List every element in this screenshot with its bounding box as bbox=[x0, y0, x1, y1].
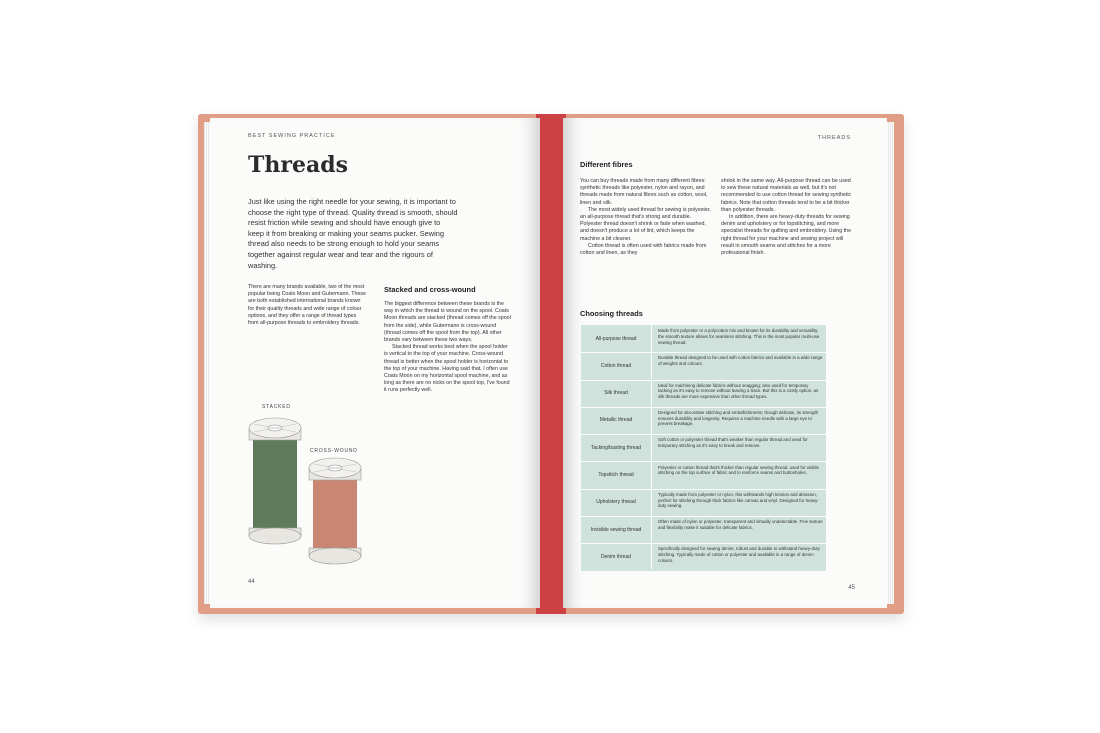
book-spine bbox=[536, 114, 566, 614]
table-row bbox=[581, 543, 826, 570]
row-label: Denim thread bbox=[581, 543, 652, 570]
row-label: Metallic thread bbox=[581, 407, 652, 434]
intro-paragraph: Just like using the right needle for your sewing, it is important to choose the right type of thread. Quality thread is smooth, should resist friction while sewing and should have enough give to keep it from breaking or making your seams pucker. Sewing thread also needs to be strong enough to hold your seams together against regular wear and tear and the rigours of washing. bbox=[248, 197, 458, 270]
page-number: 44 bbox=[248, 579, 255, 585]
crosswound-spool-icon bbox=[309, 458, 361, 564]
table-row bbox=[581, 352, 826, 380]
crosswound-label: CROSS-WOUND bbox=[310, 448, 358, 454]
table-row bbox=[581, 407, 826, 435]
row-description: Soft cotton or polyester thread that's weaker than regular thread and used for temporary stitching as it's easy to break and remove. bbox=[658, 437, 808, 448]
page-title: Threads bbox=[248, 152, 348, 178]
row-description: Polyester or cotton thread that's thicker than regular sewing thread, used for visible stitching on the top surface of fabric and to reinforce seams and buttonholes. bbox=[658, 464, 819, 476]
row-label: Tacking/basting thread bbox=[581, 434, 652, 461]
row-description: Durable thread designed to be used with cotton fabrics and available in a wide range of weights and colours. bbox=[658, 355, 823, 367]
row-label: Cotton thread bbox=[581, 352, 652, 379]
fibres-heading: Different fibres bbox=[580, 160, 633, 169]
table-row bbox=[581, 516, 826, 544]
row-description: Designed for decorative stitching and embellishments; though delicate, its strength ensures durability and longevity. Requires a machine needle with a large eye to prevent breakage. bbox=[658, 409, 819, 427]
running-head: THREADS bbox=[817, 135, 851, 141]
row-label: Upholstery thread bbox=[581, 489, 652, 516]
row-description: Ideal for machining delicate fabrics without snagging; also used for temporary tacking as it's easy to remove without leaving a trace. But this is a costly option, as silk threads are more expensive than other thread types. bbox=[658, 382, 819, 400]
row-label: Invisible sewing thread bbox=[581, 516, 652, 543]
left-page bbox=[210, 118, 540, 608]
fibres-column-2 bbox=[721, 178, 853, 257]
section-body bbox=[384, 301, 511, 395]
choosing-threads-table bbox=[581, 325, 826, 571]
right-page bbox=[563, 118, 887, 608]
fibres-paragraph: You can buy threads made from many different fibres: synthetic threads like polyester, nylon and rayon, and threads made from natural fibres such as cotton, wool, linen and silk. bbox=[580, 178, 708, 206]
sidebar-note: There are many brands available, two of the most popular being Coats Moon and Gutermann. These are both established international brands known for their quality threads and wide range of colour options, and they offer a range of thread types from all-purpose threads to embroidery threads. bbox=[248, 284, 366, 327]
section-paragraph: Stacked thread works best when the spool holder is vertical to the top of your machine. Cross-wound thread is better when the spool holder is horizontal to the top of your machine. Having said that, I often use Coats Moon on my horizontal spool machine, and as long as there are no nicks on the spool top, I've found it runs perfectly well. bbox=[384, 344, 510, 394]
stacked-label: STACKED bbox=[262, 404, 291, 410]
stacked-spool-icon bbox=[249, 418, 301, 544]
fibres-paragraph: In addition, there are heavy-duty threads for sewing denim and upholstery or for topstitching, and more specialist threads for quilting and embroidery. Using the right thread for your machine and sewing project will result in smooth seams and stitches for a more professional finish. bbox=[721, 214, 852, 257]
spools-illustration bbox=[238, 410, 388, 570]
table-row bbox=[581, 462, 826, 490]
fibres-paragraph: Cotton thread is often used with fabrics made from cotton and linen, as they bbox=[580, 242, 707, 257]
section-paragraph: The biggest difference between these brands is the way in which the thread is wound on the spool. Coats Moon threads are stacked (thread comes off the spool from the side), while Gutermann is cross-wound (thread comes off the spool from the top). All other brands vary between these two ways. bbox=[384, 301, 511, 344]
running-head: BEST SEWING PRACTICE bbox=[248, 133, 336, 139]
row-label: Silk thread bbox=[581, 380, 652, 407]
page-number: 45 bbox=[848, 585, 855, 591]
table-row bbox=[581, 380, 826, 408]
table-heading: Choosing threads bbox=[580, 309, 643, 318]
row-description: Specifically designed for sewing denim; robust and durable to withstand heavy-duty stitching. Typically made of cotton or polyester and available in a range of denim colours. bbox=[658, 546, 820, 563]
row-label: All-purpose thread bbox=[581, 325, 652, 352]
page-edges-right bbox=[886, 122, 894, 604]
row-label: Topstitch thread bbox=[581, 462, 652, 489]
row-description: Typically made from polyester or nylon, this withstands high tension and abrasion, perfect for stitching through thick fabrics like canvas and vinyl. Designed for heavy-duty sewing. bbox=[658, 491, 819, 509]
fibres-paragraph: shrink in the same way. All-purpose thread can be used to sew these natural materials as well, but it's not recommended to use cotton thread for sewing synthetic fabrics. Note that cotton threads tend to be a bit thicker than polyester threads. bbox=[721, 178, 852, 213]
table-row bbox=[581, 489, 826, 517]
fibres-paragraph: The most widely used thread for sewing is polyester, an all-purpose thread that's strong and durable. Polyester thread doesn't shrink or fade when washed, and doesn't produce a lot of lint, which keeps the machine a bit cleaner. bbox=[580, 206, 711, 242]
table-row bbox=[581, 434, 826, 462]
fibres-column-1 bbox=[580, 178, 712, 257]
row-description: Often made of nylon or polyester, transparent and virtually undetectable. Fine texture and flexibility make it suitable for delicate fabrics. bbox=[658, 519, 823, 530]
table-row bbox=[581, 325, 826, 353]
row-description: Made from polyester or a polycotton mix and known for its durability and versatility, the smooth texture allows for seamless stitching. This is the most popular multi-use sewing thread. bbox=[658, 328, 820, 345]
section-heading: Stacked and cross-wound bbox=[384, 285, 476, 294]
